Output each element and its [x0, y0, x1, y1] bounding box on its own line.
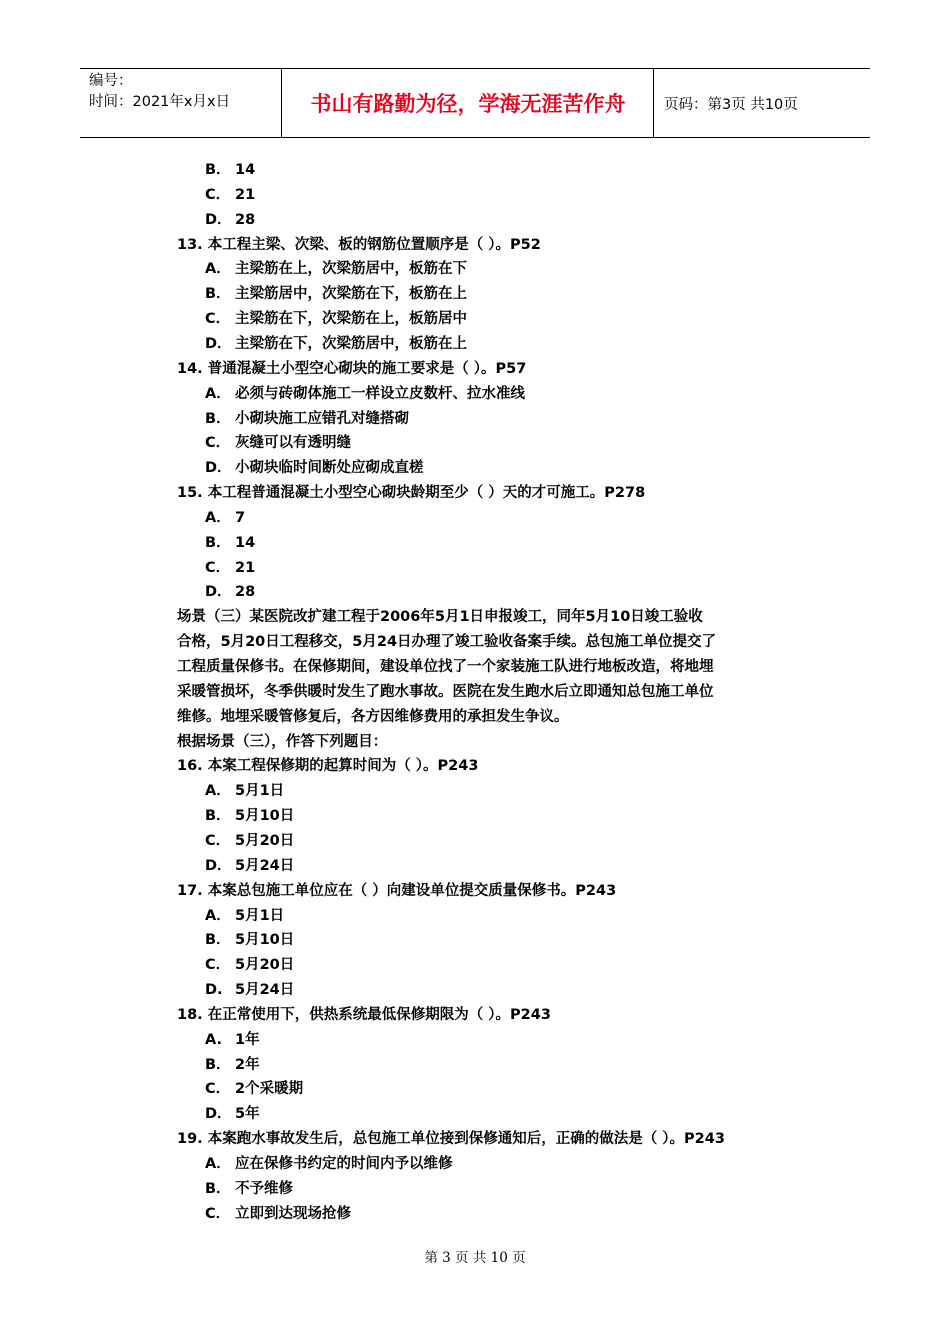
- option-line: [205, 580, 255, 605]
- option-letter: D．: [205, 857, 232, 874]
- option-line: [205, 158, 255, 183]
- option-line: [205, 904, 284, 929]
- option-letter: B．: [205, 534, 231, 551]
- option-line: [205, 1177, 293, 1202]
- option-text: 主梁筋在下，次梁筋居中，板筋在上: [235, 335, 467, 352]
- option-line: [205, 1077, 303, 1102]
- option-text: 5月20日: [235, 957, 295, 974]
- option-text: 5月24日: [235, 857, 295, 874]
- option-line: [205, 1202, 351, 1227]
- question-line: 18. 在正常使用下，供热系统最低保修期限为（ ）。P243: [177, 1006, 551, 1023]
- option-line: [205, 928, 294, 953]
- option-letter: B．: [205, 932, 231, 949]
- option-letter: C．: [205, 559, 231, 576]
- option-text: 28: [235, 584, 256, 601]
- page-header: [80, 68, 870, 138]
- header-meta: [80, 69, 282, 137]
- option-line: [205, 854, 294, 879]
- option-text: 5月1日: [235, 783, 285, 800]
- option-letter: C．: [205, 435, 231, 452]
- option-line: [205, 431, 351, 456]
- option-text: 7: [235, 509, 246, 526]
- option-text: 5年: [235, 1106, 260, 1123]
- option-letter: D．: [205, 211, 232, 228]
- option-text: 小砌块临时间断处应砌成直槎: [235, 460, 424, 477]
- option-line: [205, 779, 284, 804]
- option-text: 1年: [235, 1031, 260, 1048]
- option-text: 28: [235, 211, 256, 228]
- option-text: 2个采暖期: [235, 1081, 304, 1098]
- option-text: 主梁筋居中，次梁筋在下，板筋在上: [235, 286, 467, 303]
- date-label: 时间：2021年x月x日: [89, 94, 231, 110]
- serial-label: 编号：: [89, 73, 133, 89]
- option-text: 不予维修: [235, 1180, 293, 1197]
- option-letter: C．: [205, 186, 231, 203]
- option-letter: B．: [205, 1056, 231, 1073]
- option-letter: C．: [205, 1205, 231, 1222]
- option-text: 21: [235, 559, 256, 576]
- option-text: 小砌块施工应错孔对缝搭砌: [235, 410, 409, 427]
- option-line: [205, 804, 294, 829]
- option-line: [205, 1053, 260, 1078]
- option-letter: C．: [205, 957, 231, 974]
- header-motto: 书山有路勤为径，学海无涯苦作舟: [283, 69, 654, 137]
- scenario-paragraph-line: 场景（三）某医院改扩建工程于2006年5月1日申报竣工，同年5月10日竣工验收: [177, 609, 703, 626]
- option-letter: B．: [205, 162, 231, 178]
- option-letter: A．: [205, 385, 231, 402]
- option-line: [205, 556, 255, 581]
- option-letter: B．: [205, 808, 231, 825]
- option-line: [205, 531, 255, 556]
- question-line: 17. 本案总包施工单位应在（ ）向建设单位提交质量保修书。P243: [177, 882, 617, 899]
- option-letter: D．: [205, 584, 232, 601]
- option-letter: A.: [205, 1031, 222, 1048]
- question-line: 14. 普通混凝土小型空心砌块的施工要求是（ ）。P57: [177, 360, 527, 377]
- question-line: 13. 本工程主梁、次梁、板的钢筋位置顺序是（ ）。P52: [177, 236, 541, 253]
- option-text: 立即到达现场抢修: [235, 1205, 351, 1222]
- option-text: 主梁筋在上，次梁筋居中，板筋在下: [235, 261, 467, 278]
- option-letter: A．: [205, 1156, 231, 1172]
- option-letter: D．: [205, 335, 232, 352]
- option-letter: D．: [205, 1106, 232, 1123]
- option-line: [205, 1152, 453, 1177]
- page-footer: 第 3 页 共 10 页: [424, 1250, 526, 1266]
- option-letter: B．: [205, 410, 231, 427]
- scenario-paragraph-line: 维修。地埋采暖管修复后，各方因维修费用的承担发生争议。: [177, 708, 569, 725]
- option-line: [205, 208, 255, 233]
- option-letter: A．: [205, 261, 231, 278]
- option-letter: A．: [205, 509, 231, 526]
- scenario-paragraph-line: 根据场景（三），作答下列题目：: [177, 733, 388, 750]
- option-text: 5月10日: [235, 932, 295, 949]
- option-line: [205, 978, 294, 1003]
- option-letter: B．: [205, 286, 231, 303]
- question-line: 15. 本工程普通混凝土小型空心砌块龄期至少（ ）天的才可施工。P278: [177, 485, 646, 502]
- scenario-paragraph-line: 采暖管损坏，冬季供暖时发生了跑水事故。医院在发生跑水后立即通知总包施工单位: [177, 683, 714, 700]
- option-line: [205, 1028, 260, 1053]
- option-line: [205, 183, 255, 208]
- option-line: [205, 829, 294, 854]
- option-text: 14: [235, 534, 256, 551]
- option-letter: C．: [205, 832, 231, 849]
- scenario-paragraph-line: 合格，5月20日工程移交，5月24日办理了竣工验收备案手续。总包施工单位提交了: [177, 634, 717, 651]
- option-text: 5月1日: [235, 907, 285, 924]
- header-page-info: 页码：第3页 共10页: [664, 96, 798, 113]
- option-text: 5月20日: [235, 832, 295, 849]
- option-text: 灰缝可以有透明缝: [235, 435, 351, 452]
- option-letter: A．: [205, 783, 231, 800]
- option-text: 5月10日: [235, 808, 295, 825]
- option-line: [205, 332, 467, 357]
- option-line: [205, 307, 467, 332]
- option-letter: D．: [205, 460, 232, 477]
- option-line: [205, 382, 525, 407]
- option-line: [205, 407, 409, 432]
- option-line: [205, 953, 294, 978]
- question-line: 16. 本案工程保修期的起算时间为（ ）。P243: [177, 758, 479, 775]
- option-text: 主梁筋在下，次梁筋在上，板筋居中: [235, 311, 467, 328]
- option-line: [205, 506, 245, 531]
- option-letter: C．: [205, 311, 231, 328]
- question-line: 19. 本案跑水事故发生后，总包施工单位接到保修通知后，正确的做法是（ ）。P243: [177, 1131, 725, 1148]
- option-letter: C．: [205, 1081, 231, 1098]
- option-line: [205, 257, 467, 282]
- option-text: 应在保修书约定的时间内予以维修: [235, 1156, 453, 1172]
- option-text: 21: [235, 186, 256, 203]
- option-text: 必须与砖砌体施工一样设立皮数杆、拉水准线: [235, 385, 525, 402]
- option-letter: D.: [205, 982, 223, 999]
- option-text: 2年: [235, 1056, 260, 1073]
- scenario-paragraph-line: 工程质量保修书。在保修期间，建设单位找了一个家装施工队进行地板改造，将地埋: [177, 659, 714, 675]
- option-line: [205, 1102, 260, 1127]
- option-line: [205, 282, 467, 307]
- option-line: [205, 456, 424, 481]
- option-letter: A．: [205, 907, 231, 924]
- option-text: 14: [235, 162, 256, 178]
- option-text: 5月24日: [235, 982, 295, 999]
- option-letter: B．: [205, 1180, 231, 1197]
